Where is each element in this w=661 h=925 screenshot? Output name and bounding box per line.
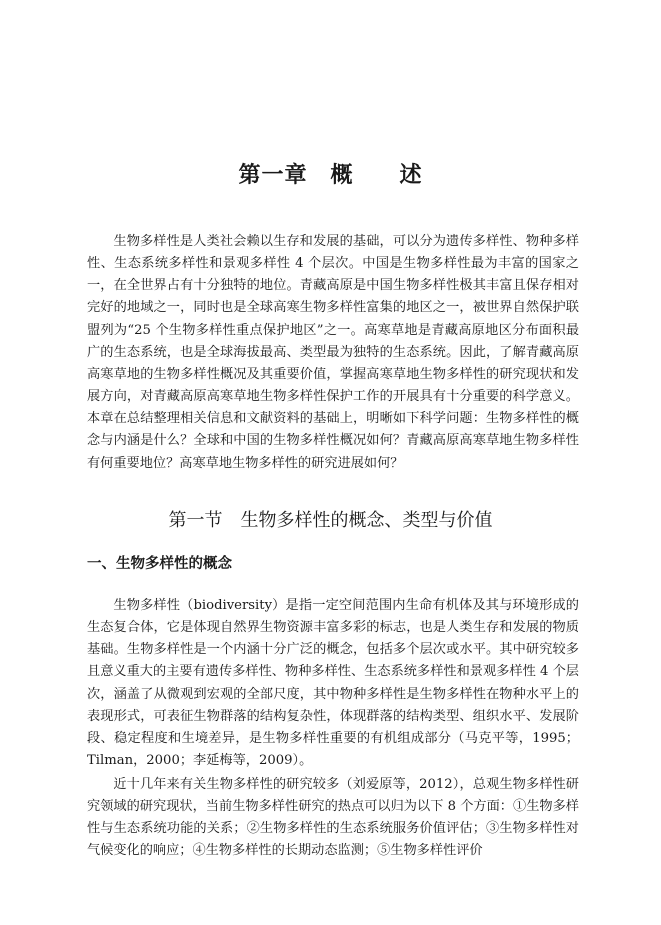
intro-paragraph: 生物多样性是人类社会赖以生存和发展的基础，可以分为遗传多样性、物种多样性、生态系统多样性和景观多样性 4 个层次。中国是生物多样性最为丰富的国家之一，在全世界占有十分独特的地位。青藏高原是中国生物多样性极其丰富且保存相对完好的地域之一，同时也是全球高寒生物多样性富集的地区之一，被世界自然保护联盟列为“25 个生物多样性重点保护地区”之一。高寒草地是青藏高原地区分布面积最广的生态系统，也是全球海拔最高、类型最为独特的生态系统。因此，了解青藏高原高寒草地的生物多样性概况及其重要价值，掌握高寒草地生物多样性的研究现状和发展方向，对青藏高原高寒草地生物多样性保护工作的开展具有十分重要的科学意义。本章在总结整理相关信息和文献资料的基础上，明晰如下科学问题：生物多样性的概念与内涵是什么？全球和中国的生物多样性概况如何？青藏高原高寒草地生物多样性有何重要地位？高寒草地生物多样性的研究进展如何？ [87,234,579,471]
subsection-title: 一、生物多样性的概念 [87,556,232,572]
chapter-title: 第一章 概 述 [238,162,423,188]
definition-paragraph: 生物多样性（biodiversity）是指一定空间范围内生命有机体及其与环境形成的生态复合体，它是体现自然界生物资源丰富多彩的标志，也是人类生存和发展的物质基础。生物多样性是一个内涵十分广泛的概念，包括多个层次或水平。其中研究较多且意义重大的主要有遗传多样性、物种多样性、生态系统多样性和景观多样性 4 个层次，涵盖了从微观到宏观的全部尺度，其中物种多样性是生物多样性在物种水平上的表现形式，可表征生物群落的结构复杂性，体现群落的结构类型、组织水平、发展阶段、稳定程度和生境差异，是生物多样性重要的有机组成部分（马克平等，1995；Tilman，2000；李延梅等，2009）。 [87,598,579,769]
research-paragraph: 近十几年来有关生物多样性的研究较多（刘爱原等，2012），总观生物多样性研究领域的研究现状，当前生物多样性研究的热点可以归为以下 8 个方面：①生物多样性与生态系统功能的关系；②生物多样性的生态系统服务价值评估；③生物多样性对气候变化的响应；④生物多样性的长期动态监测；⑤生物多样性评价 [87,777,579,859]
section-title: 第一节 生物多样性的概念、类型与价值 [168,510,493,531]
